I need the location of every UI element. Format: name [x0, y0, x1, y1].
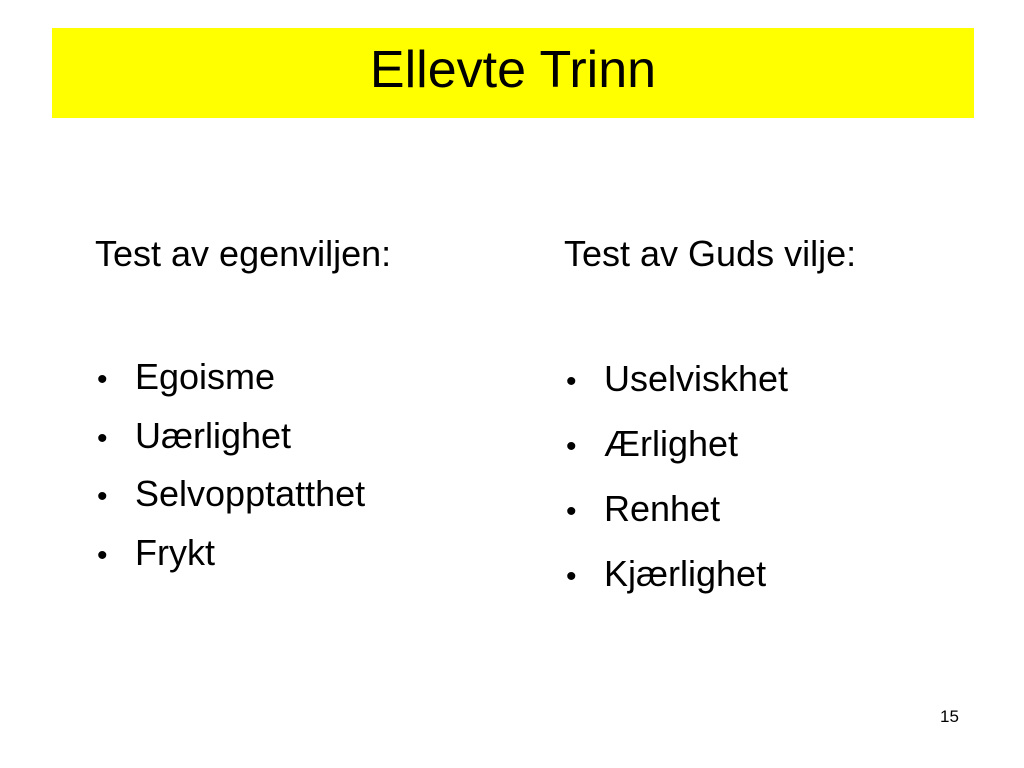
bullet-icon: •	[566, 365, 577, 398]
list-item	[564, 357, 788, 422]
right-bullet-list	[564, 357, 788, 617]
list-item-text: Uærlighet	[135, 414, 292, 456]
page-number: 15	[940, 707, 959, 726]
title-banner	[52, 28, 974, 118]
bullet-icon: •	[566, 495, 577, 528]
list-item	[564, 422, 788, 487]
list-item-text: Ærlighet	[604, 423, 739, 464]
list-item-text: Frykt	[135, 532, 215, 574]
list-item	[564, 552, 788, 617]
list-item	[95, 531, 365, 590]
right-column	[564, 232, 984, 594]
list-item	[95, 355, 365, 414]
bullet-icon: •	[97, 421, 108, 455]
bullet-icon: •	[566, 560, 577, 593]
list-item-text: Renhet	[604, 488, 721, 529]
left-bullet-list	[95, 355, 365, 590]
right-column-heading: Test av Guds vilje:	[564, 233, 857, 274]
left-column-heading: Test av egenviljen:	[95, 233, 392, 274]
list-item-text: Uselviskhet	[604, 358, 789, 399]
list-item	[564, 487, 788, 552]
bullet-icon: •	[97, 363, 108, 396]
bullet-icon: •	[566, 430, 577, 463]
list-item-text: Selvopptatthet	[135, 473, 366, 515]
list-item	[95, 472, 365, 531]
slide-title: Ellevte Trinn	[369, 41, 657, 99]
list-item	[95, 414, 365, 473]
list-item-text: Kjærlighet	[604, 553, 767, 594]
bullet-icon: •	[97, 480, 108, 514]
bullet-icon: •	[97, 539, 108, 573]
list-item-text: Egoisme	[135, 356, 276, 397]
left-column	[95, 232, 515, 574]
